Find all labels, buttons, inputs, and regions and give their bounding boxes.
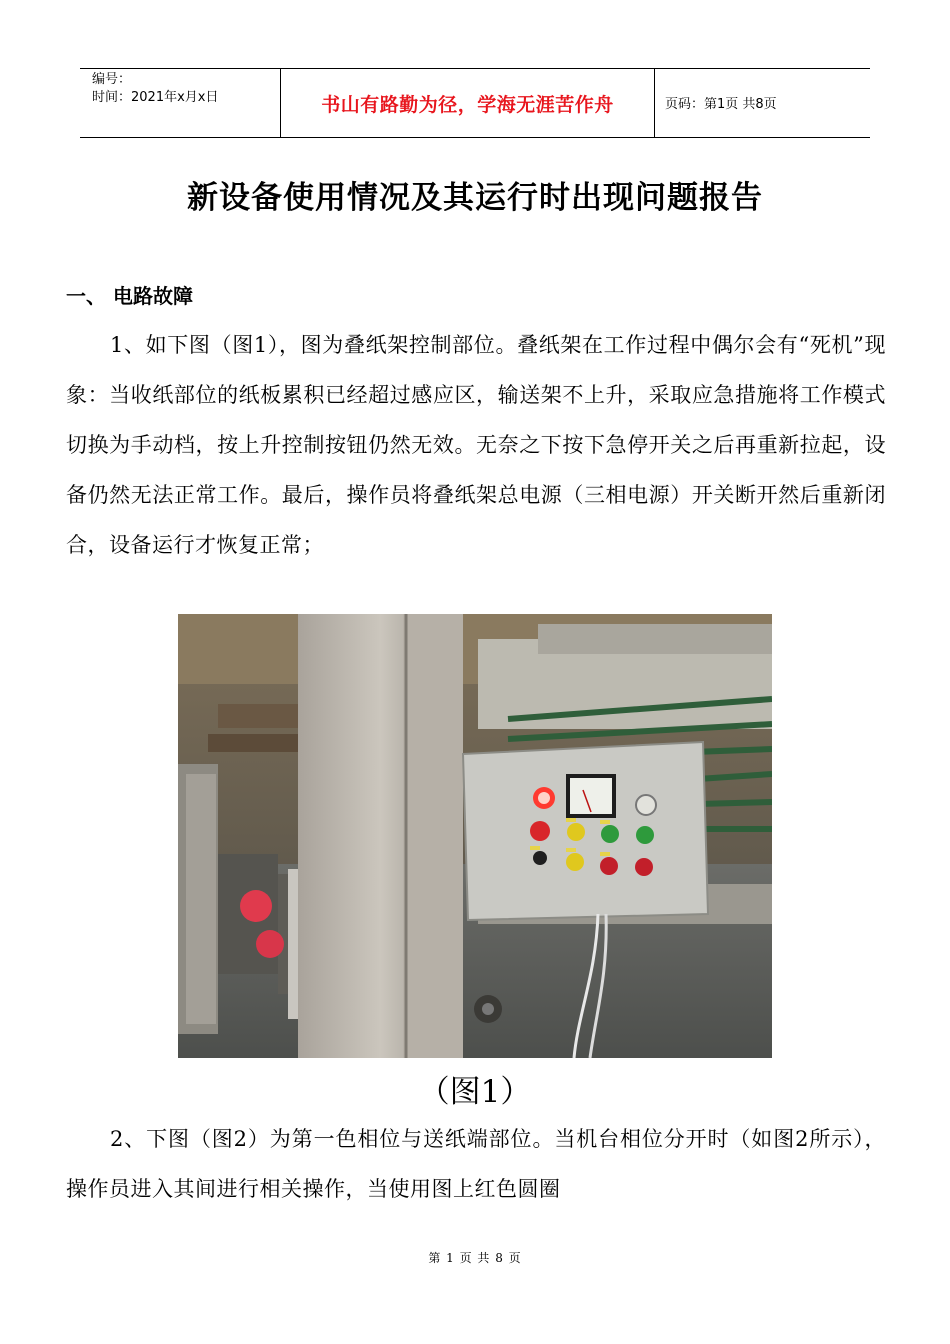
document-header	[80, 68, 870, 138]
header-motto: 书山有路勤为径，学海无涯苦作舟	[321, 93, 614, 116]
header-page-info: 页码：第1页 共8页	[665, 97, 777, 112]
page-footer: 第 1 页 共 8 页	[428, 1251, 522, 1265]
figure-1-caption: （图1）	[418, 1074, 532, 1110]
document-number-label: 编号：	[92, 72, 132, 87]
header-divider	[654, 69, 655, 137]
report-title: 新设备使用情况及其运行时出现问题报告	[187, 180, 763, 216]
section-heading: 一、 电路故障	[66, 284, 193, 308]
paragraph-1: 1、如下图（图1），图为叠纸架控制部位。叠纸架在工作过程中偶尔会有“死机”现象：当收纸部位的纸板累积已经超过感应区，输送架不上升，采取应急措施将工作模式切换为手动档，按上升控制按钮仍然无效。无奈之下按下急停开关之后再重新拉起，设备仍然无法正常工作。最后，操作员将叠纸架总电源（三相电源）开关断开然后重新闭合，设备运行才恢复正常；	[66, 333, 886, 557]
document-time-label: 时间：2021年x月x日	[92, 90, 219, 105]
header-meta-cell	[80, 69, 280, 137]
figure-1-photo	[178, 614, 772, 1058]
paragraph-2: 2、下图（图2）为第一色相位与送纸端部位。当机台相位分开时（如图2所示），操作员进入其间进行相关操作，当使用图上红色圆圈	[66, 1127, 886, 1201]
